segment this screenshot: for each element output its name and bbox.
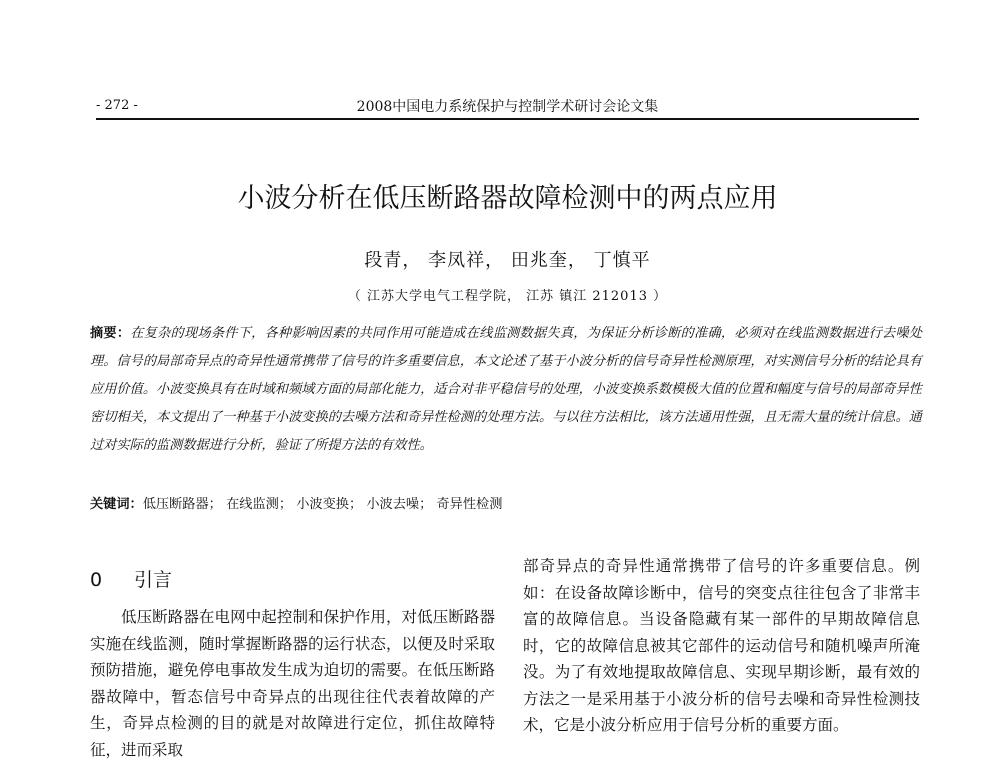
author-list: 段青， 李凤祥， 田兆奎， 丁慎平 [364,250,651,271]
paper-title: 小波分析在低压断路器故障检测中的两点应用 [237,183,778,214]
author-affiliation: （ 江苏大学电气工程学院， 江苏 镇江 212013 ） [347,289,668,304]
abstract-text: 在复杂的现场条件下，各种影响因素的共同作用可能造成在线监测数据失真，为保证分析诊断的准确，必须对在线监测数据进行去噪处理。信号的局部奇异点的奇异性通常携带了信号的许多重要信息，本文论述了基于小波分析的信号奇异性检测原理，对实测信号分析的结论具有应用价值。小波变换具有在时域和频域方面的局部化能力，适合对非平稳信号的处理，小波变换系数模极大值的位置和幅度与信号的局部奇异性密切相关，本文提出了一种基于小波变换的去噪方法和奇异性检测的处理方法。与以往方法相比，该方法通用性强，且无需大量的统计信息。通过对实际的监测数据进行分析，验证了所提方法的有效性。 [90,326,923,453]
section-heading-introduction [90,565,172,592]
proceedings-title: 2008中国电力系统保护与控制学术研讨会论文集 [356,99,659,115]
keywords [90,494,922,516]
keywords-text: 低压断路器； 在线监测； 小波变换； 小波去噪； 奇异性检测 [142,497,503,512]
section-title: 引言 [134,569,173,591]
body-right-column: 部奇异点的奇异性通常携带了信号的许多重要信息。例如：在设备故障诊断中，信号的突变点往往包含了非常丰富的故障信息。当设备隐藏有某一部件的早期故障信息时，它的故障信息被其它部件的运动信号和随机噪声所淹没。为了有效地提取故障信息、实现早期诊断，最有效的方法之一是采用基于小波分析的信号去噪和奇异性检测技术，它是小波分析应用于信号分析的重要方面。 [523,557,920,734]
section-number: 0 [90,569,103,591]
body-left-column: 低压断路器在电网中起控制和保护作用，对低压断路器实施在线监测，随时掌握断路器的运行状态，以便及时采取预防措施，避免停电事故发生成为迫切的需要。在低压断路器故障中，暂态信号中奇异点的出现往往代表着故障的产生，奇异点检测的目的就是对故障进行定位，抓住故障特征，进而采取 [90,608,495,759]
page-number: - 272 - [96,98,138,113]
abstract-label: 摘要： [90,326,131,341]
keywords-label: 关键词： [90,497,143,512]
running-header [96,96,919,120]
abstract [90,320,922,460]
